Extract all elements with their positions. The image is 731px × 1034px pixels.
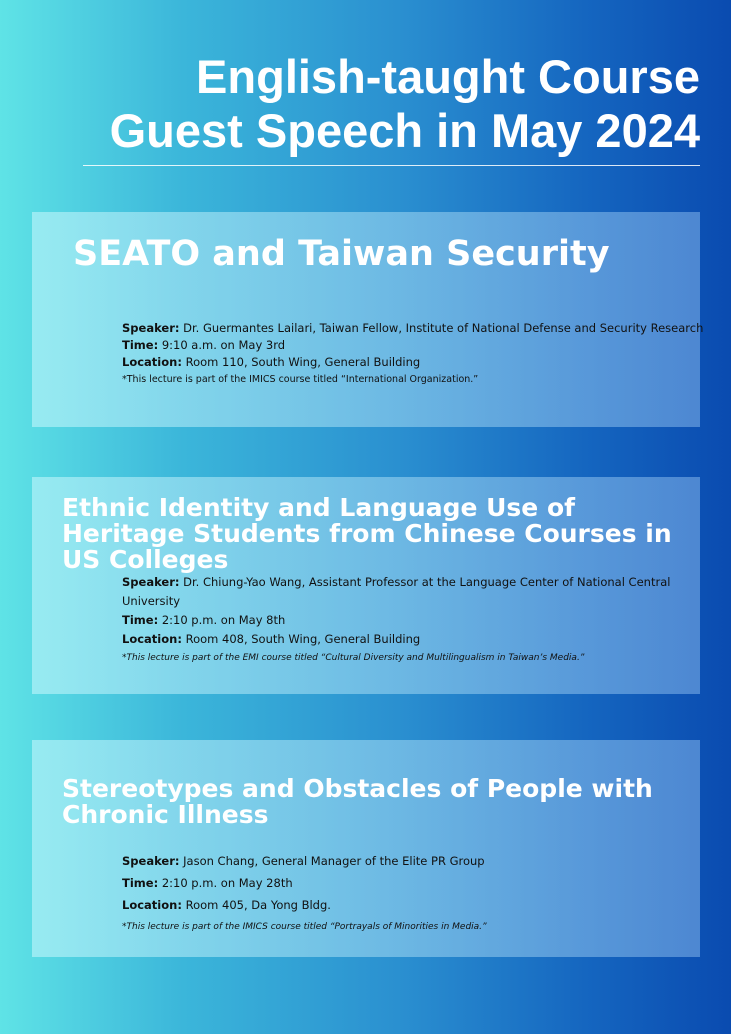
event-title: Stereotypes and Obstacles of People with Chronic Illness [62, 774, 653, 829]
time-row [122, 872, 682, 894]
event-details [122, 573, 682, 668]
event-title: Ethnic Identity and Language Use of Heritage Students from Chinese Courses in US Colleges [62, 493, 672, 574]
time-row [122, 611, 682, 630]
header-line-2: Guest Speech in May 2024 [109, 104, 700, 157]
time-label: Time: [122, 876, 159, 890]
event-details [122, 320, 704, 388]
event-card-2 [32, 477, 700, 694]
course-note: *This lecture is part of the IMICS course titled “International Organization.” [122, 374, 479, 385]
time-row [122, 337, 682, 354]
location-label: Location: [122, 632, 182, 646]
time-value: 9:10 a.m. on May 3rd [161, 338, 286, 352]
header-divider [83, 165, 700, 166]
time-label: Time: [122, 613, 159, 627]
event-card-3 [32, 740, 700, 957]
time-label: Time: [122, 338, 159, 352]
location-value: Room 405, Da Yong Bldg. [185, 898, 331, 912]
event-title: SEATO and Taiwan Security [73, 234, 610, 274]
course-note: *This lecture is part of the IMICS course titled “Portrayals of Minorities in Media.” [122, 922, 487, 932]
page-header [0, 50, 700, 158]
time-value: 2:10 p.m. on May 8th [161, 613, 286, 627]
speaker-label: Speaker: [122, 854, 180, 868]
speaker-label: Speaker: [122, 575, 180, 589]
course-note: *This lecture is part of the EMI course titled “Cultural Diversity and Multilingualism in Taiwan’s Media.” [122, 653, 585, 663]
location-row [122, 354, 682, 371]
location-label: Location: [122, 898, 182, 912]
speaker-row [122, 573, 682, 611]
location-value: Room 110, South Wing, General Building [185, 355, 421, 369]
location-value: Room 408, South Wing, General Building [185, 632, 421, 646]
location-row [122, 894, 682, 916]
speaker-label: Speaker: [122, 321, 180, 335]
location-row [122, 630, 682, 649]
speaker-value: Dr. Chiung-Yao Wang, Assistant Professor at the Language Center of National Central University [122, 575, 671, 608]
speaker-value: Jason Chang, General Manager of the Elite PR Group [183, 854, 485, 868]
time-value: 2:10 p.m. on May 28th [161, 876, 293, 890]
speaker-row [122, 850, 682, 872]
event-card-1 [32, 212, 704, 427]
speaker-row [122, 320, 704, 337]
header-line-1: English-taught Course [196, 50, 700, 103]
event-details [122, 850, 682, 938]
location-label: Location: [122, 355, 182, 369]
speaker-value: Dr. Guermantes Lailari, Taiwan Fellow, Institute of National Defense and Security Research [183, 321, 704, 335]
